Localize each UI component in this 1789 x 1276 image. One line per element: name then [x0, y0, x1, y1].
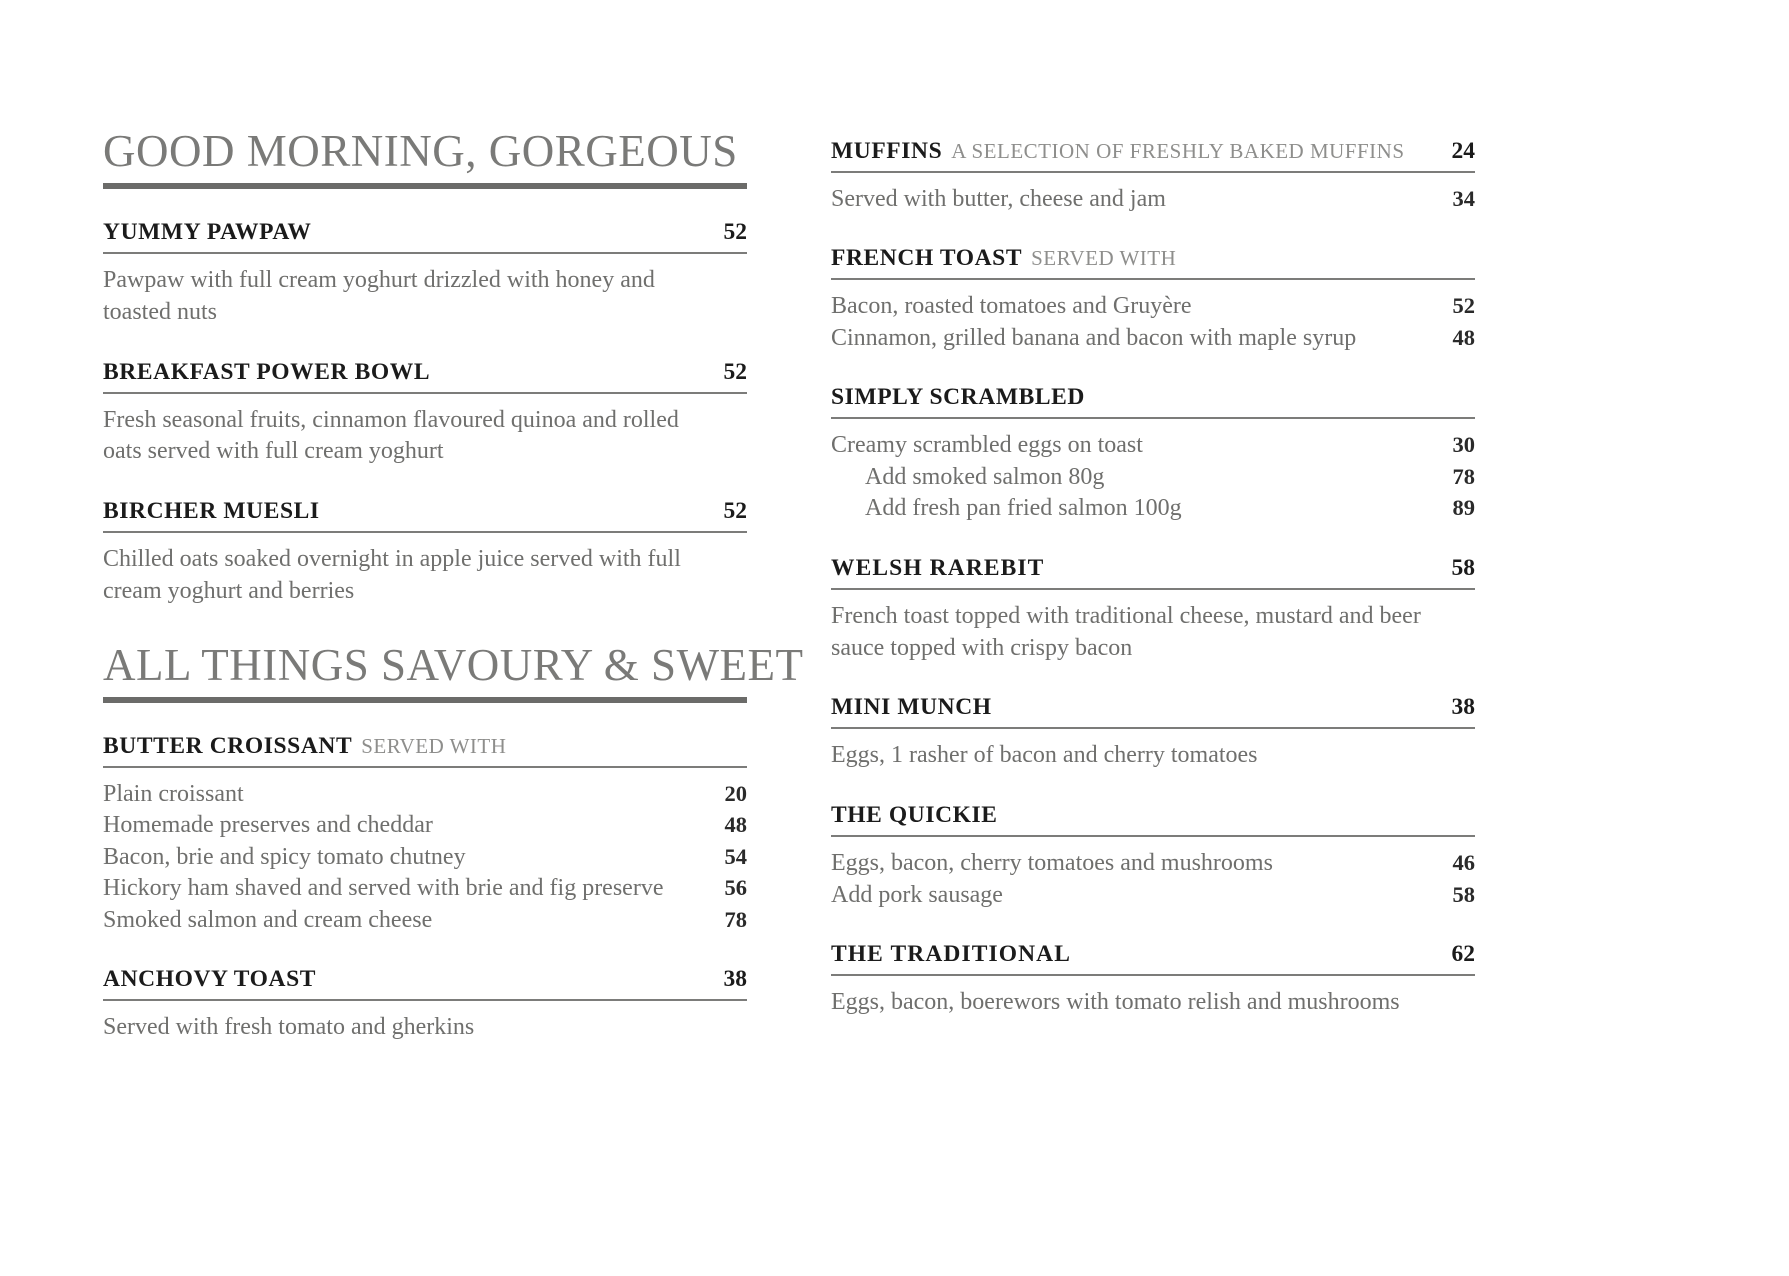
menu-line-text: Hickory ham shaved and served with brie and fig preserve [103, 875, 664, 902]
menu-line-price: 89 [1452, 495, 1475, 521]
menu-item-header [103, 498, 747, 531]
menu-line-text: Add fresh pan fried salmon 100g [865, 495, 1182, 522]
menu-item-description-wrap [103, 533, 747, 608]
menu-line [103, 873, 747, 904]
menu-line-price: 78 [724, 906, 747, 932]
menu-item-title: ANCHOVY TOAST [103, 966, 317, 992]
menu-section [103, 640, 804, 1044]
menu-item-group [103, 359, 747, 469]
menu-line-price: 56 [724, 875, 747, 901]
menu-item-header-left [103, 498, 320, 525]
menu-item-title: YUMMY PAWPAW [103, 218, 312, 245]
menu-item-price: 38 [723, 966, 747, 992]
menu-item-description [831, 740, 1475, 772]
menu-item-title: FRENCH TOAST [831, 245, 1023, 272]
menu-line-text: Add smoked salmon 80g [865, 463, 1105, 490]
menu-section-rule [103, 183, 747, 189]
menu-item-description [103, 265, 747, 329]
menu-item-header [831, 138, 1475, 171]
menu-item-header-left [831, 138, 1405, 165]
menu-section-rule [103, 697, 747, 703]
menu-item-description [103, 1012, 747, 1044]
menu-item-description [831, 601, 1475, 665]
menu-item-group [831, 138, 1475, 215]
menu-description-line: oats served with full cream yoghurt [103, 438, 444, 465]
menu-item-group [103, 733, 747, 936]
menu-section [103, 128, 747, 608]
menu-item-group [831, 941, 1475, 1019]
menu-line-text: Eggs, bacon, cherry tomatoes and mushrooms [831, 850, 1273, 877]
menu-item-header [831, 802, 1475, 835]
menu-description-line: French toast topped with traditional cheese, mustard and beer [831, 602, 1421, 629]
menu-item-description [103, 405, 747, 469]
menu-item-price: 52 [723, 218, 747, 245]
menu-line [103, 905, 747, 936]
menu-description-line: Fresh seasonal fruits, cinnamon flavoured quinoa and rolled [103, 406, 679, 433]
menu-item-header-left [831, 245, 1176, 272]
menu-item-group [831, 245, 1475, 354]
menu-description-line: toasted nuts [103, 298, 217, 325]
menu-item-title: THE QUICKIE [831, 802, 998, 829]
menu-item-lines [103, 768, 747, 936]
menu-description-line: Served with fresh tomato and gherkins [103, 1014, 475, 1040]
menu-line [831, 493, 1475, 524]
menu-line-text: Creamy scrambled eggs on toast [831, 432, 1143, 459]
menu-description-line: Eggs, 1 rasher of bacon and cherry tomatoes [831, 742, 1258, 769]
menu-line [103, 779, 747, 810]
menu-item-group [831, 694, 1475, 772]
menu-item-price: 52 [723, 498, 747, 525]
menu-item-price: 58 [1451, 554, 1475, 581]
menu-line [831, 430, 1475, 461]
menu-item-title: THE TRADITIONAL [831, 941, 1072, 968]
menu-item-title: MINI MUNCH [831, 694, 992, 721]
menu-item-header-left [103, 966, 316, 993]
menu-item-title: BIRCHER MUESLI [103, 498, 320, 525]
menu-line-text: Cinnamon, grilled banana and bacon with maple syrup [831, 324, 1357, 351]
menu-item-header-left [831, 384, 1085, 411]
menu-item-description-wrap [831, 590, 1475, 665]
menu-description-line: Pawpaw with full cream yoghurt drizzled with honey and [103, 266, 655, 293]
menu-line-price: 30 [1452, 432, 1475, 458]
menu-item-header-left [831, 941, 1071, 968]
menu-item-description [103, 544, 747, 608]
menu-item-description-wrap [831, 729, 1475, 772]
menu-item-title: MUFFINS [831, 138, 943, 164]
menu-description-line: Eggs, bacon, boerewors with tomato relish and mushrooms [831, 989, 1400, 1016]
menu-item-header [831, 694, 1475, 727]
menu-item-title: BREAKFAST POWER BOWL [103, 358, 431, 385]
menu-line-text: Homemade preserves and cheddar [103, 812, 433, 839]
menu-item-subtitle: SERVED WITH [361, 733, 507, 758]
menu-item-header [103, 733, 747, 766]
menu-section-title: ALL THINGS SAVOURY & SWEET [103, 640, 804, 691]
menu-line-text: Smoked salmon and cream cheese [103, 906, 433, 933]
menu-line [831, 184, 1475, 215]
menu-item-header [831, 555, 1475, 588]
menu-line [103, 810, 747, 841]
menu-item-lines [831, 280, 1475, 354]
menu-item-group [831, 555, 1475, 665]
menu-item-header [831, 245, 1475, 278]
menu-item-group [103, 498, 747, 608]
menu-item-header [103, 359, 747, 392]
menu-line [831, 880, 1475, 911]
menu-line-price: 52 [1452, 293, 1475, 319]
menu-item-price: 38 [1451, 694, 1475, 721]
menu-item-header-left [103, 733, 506, 760]
menu-line-price: 48 [1452, 324, 1475, 350]
menu-item-description-wrap [103, 394, 747, 469]
menu-line [831, 323, 1475, 354]
menu-item-description-wrap [103, 1001, 747, 1044]
menu-column-left [103, 126, 804, 1044]
menu-line-text: Add pork sausage [831, 881, 1003, 908]
menu-item-header-left [103, 219, 311, 246]
menu-line-price: 48 [724, 812, 747, 838]
menu-line-text: Bacon, roasted tomatoes and Gruyère [831, 293, 1192, 320]
menu-item-price: 52 [723, 358, 747, 385]
menu-column-right [831, 128, 1475, 1044]
menu-item-description-wrap [103, 254, 747, 329]
menu-line-text: Served with butter, cheese and jam [831, 186, 1166, 212]
menu-description-line: cream yoghurt and berries [103, 578, 355, 605]
menu-description-line: sauce topped with crispy bacon [831, 634, 1133, 661]
menu-item-header [831, 941, 1475, 974]
menu-line-price: 58 [1452, 881, 1475, 907]
menu-item-header-left [831, 555, 1044, 582]
menu-item-header-left [103, 359, 430, 386]
menu-item-group [103, 966, 747, 1044]
menu-line-price: 20 [724, 780, 747, 806]
menu-item-group [831, 802, 1475, 911]
menu-description-line: Chilled oats soaked overnight in apple juice served with full [103, 546, 681, 573]
menu-item-lines [831, 173, 1475, 215]
menu-item-group [831, 384, 1475, 524]
menu-item-price: 24 [1451, 138, 1475, 164]
menu-item-header-left [831, 802, 998, 829]
menu-line [831, 291, 1475, 322]
menu-section-title: GOOD MORNING, GORGEOUS [103, 126, 738, 176]
menu-item-title: BUTTER CROISSANT [103, 732, 353, 759]
menu-line [103, 842, 747, 873]
menu-item-header [103, 219, 747, 252]
menu-line-price: 34 [1452, 186, 1475, 211]
menu-line-price: 78 [1452, 463, 1475, 489]
menu-item-header [103, 966, 747, 999]
menu-item-group [103, 219, 747, 329]
menu-item-subtitle: SERVED WITH [1031, 246, 1177, 271]
menu-line-text: Plain croissant [103, 780, 244, 807]
menu-item-title: SIMPLY SCRAMBLED [831, 384, 1085, 411]
menu-item-lines [831, 837, 1475, 911]
menu-item-description [831, 987, 1475, 1019]
menu-item-subtitle: A SELECTION OF FRESHLY BAKED MUFFINS [951, 139, 1405, 163]
menu-item-header-left [831, 694, 992, 721]
menu-line [831, 848, 1475, 879]
menu-line-text: Bacon, brie and spicy tomato chutney [103, 843, 466, 870]
menu-item-title: WELSH RAREBIT [831, 554, 1045, 581]
menu-item-description-wrap [831, 976, 1475, 1019]
menu-line-price: 54 [724, 843, 747, 869]
menu-item-header [831, 384, 1475, 417]
menu-line [831, 462, 1475, 493]
menu-item-price: 62 [1451, 941, 1475, 968]
menu-line-price: 46 [1452, 850, 1475, 876]
menu-item-lines [831, 419, 1475, 524]
